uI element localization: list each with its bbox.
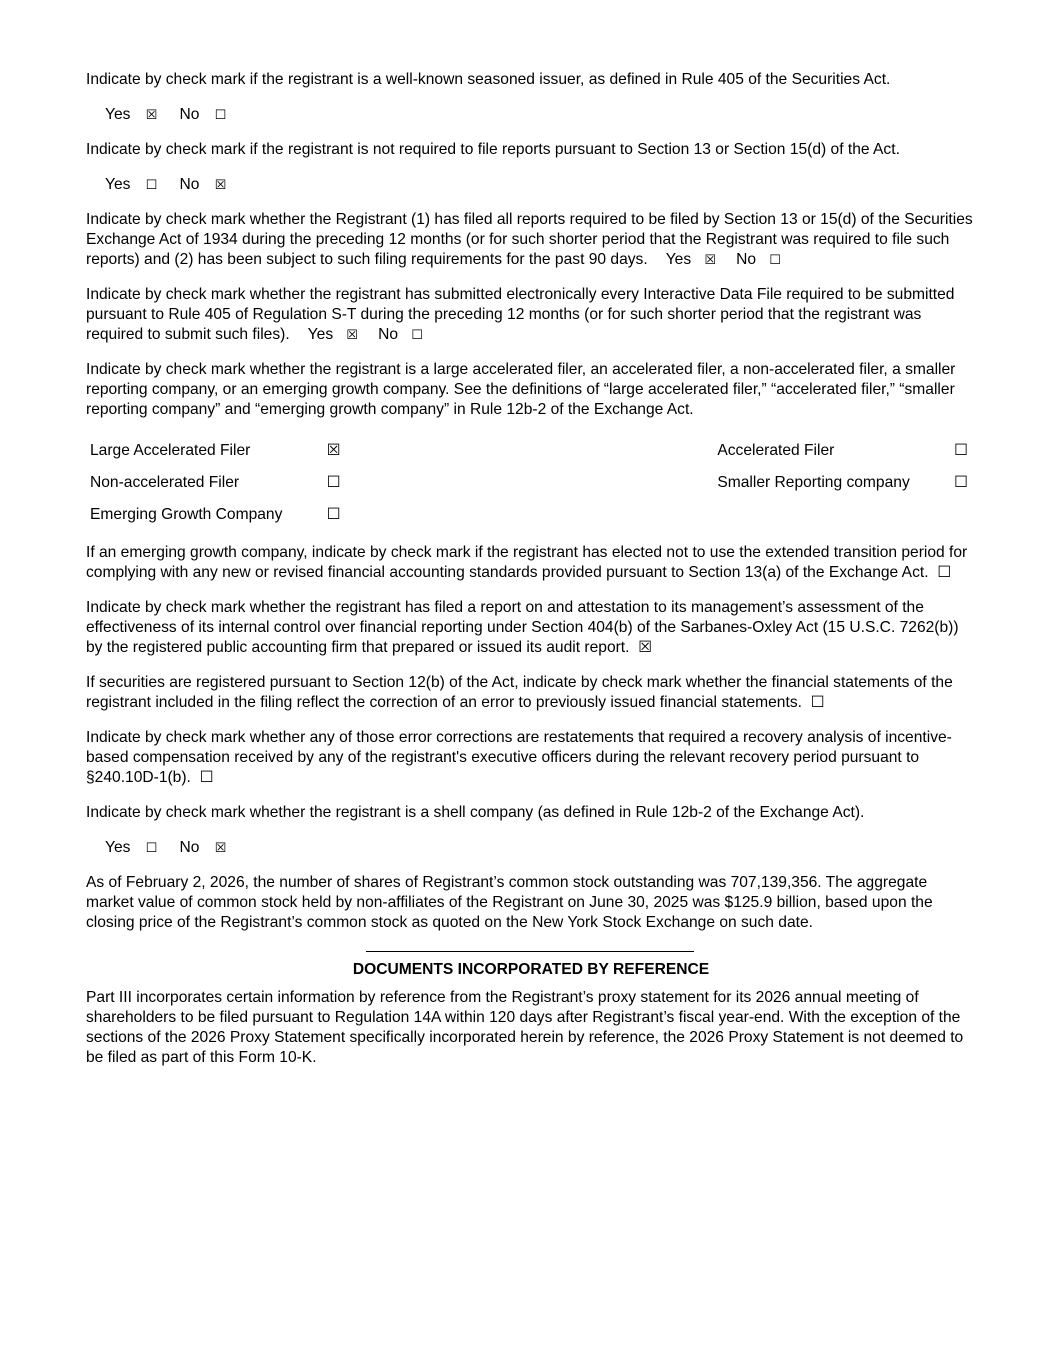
documents-incorporated-heading: DOCUMENTS INCORPORATED BY REFERENCE bbox=[352, 961, 710, 978]
interactive-data-question bbox=[86, 285, 976, 345]
interactive-data-text: Indicate by check mark whether the registrant has submitted electronically every Interactive Data File required to be submitted pursuant to Rule 405 of Regulation S-T during the preceding 12 months (or for such shorter period that the registrant was required to submit such files). bbox=[86, 286, 955, 343]
no-label: No bbox=[179, 839, 200, 856]
shell-company-answer bbox=[105, 838, 976, 858]
shell-company-question: Indicate by check mark whether the registrant is a shell company (as defined in Rule 12b-2 of the Exchange Act). bbox=[86, 804, 865, 821]
accelerated-filer-label: Accelerated Filer bbox=[717, 442, 835, 459]
recovery-analysis-text: Indicate by check mark whether any of those error corrections are restatements that required a recovery analysis of incentive-based compensation received by any of the registrant's executive officers during the relevant recovery period pursuant to §240.10D-1(b). bbox=[86, 729, 952, 786]
no-label: No bbox=[378, 326, 399, 343]
form-10k-cover-page bbox=[86, 70, 976, 1068]
error-correction-text: If securities are registered pursuant to Section 12(b) of the Act, indicate by check mark whether the financial statements of the registrant included in the filing reflect the correction of an error to previously issued financial statements. bbox=[86, 674, 953, 711]
icfr-attestation-question bbox=[86, 598, 976, 658]
table-row bbox=[86, 499, 972, 531]
filed-reports-text: Indicate by check mark whether the Registrant (1) has filed all reports required to be filed by Section 13 or 15(d) of the Securities Exchange Act of 1934 during the preceding 12 months (or for such shorter period that the Registrant was required to file such reports) and (2) has been subject to such filing requirements for the past 90 days. bbox=[86, 211, 973, 268]
smaller-reporting-company-label: Smaller Reporting company bbox=[717, 474, 910, 491]
no-label: No bbox=[179, 176, 200, 193]
section-divider bbox=[366, 951, 694, 952]
yes-label: Yes bbox=[307, 326, 334, 343]
filed-reports-yes-checkbox[interactable]: ☒ bbox=[704, 252, 716, 267]
emerging-growth-company-checkbox[interactable]: ☐ bbox=[326, 506, 341, 523]
filer-status-table bbox=[86, 435, 972, 531]
wksi-no-checkbox[interactable]: ☐ bbox=[214, 107, 227, 122]
table-row bbox=[86, 435, 972, 467]
non-accelerated-filer-checkbox[interactable]: ☐ bbox=[326, 474, 341, 491]
error-correction-question bbox=[86, 673, 976, 713]
accelerated-filer-checkbox[interactable]: ☐ bbox=[954, 442, 968, 459]
filed-reports-question bbox=[86, 210, 976, 270]
yes-label: Yes bbox=[105, 839, 131, 856]
large-accelerated-filer-label: Large Accelerated Filer bbox=[90, 442, 251, 459]
icfr-attestation-text: Indicate by check mark whether the registrant has filed a report on and attestation to its management’s assessment of the effectiveness of its internal control over financial reporting under Section 404(b) of the Sarbanes-Oxley Act (15 U.S.C. 7262(b)) by the registered public accounting firm that prepared or issued its audit report. bbox=[86, 599, 959, 656]
error-correction-checkbox[interactable]: ☐ bbox=[810, 694, 825, 711]
filer-status-question: Indicate by check mark whether the registrant is a large accelerated filer, an accelerated filer, a non-accelerated filer, a smaller reporting company, or an emerging growth company. See the definitions of “large accelerated filer,” “accelerated filer,” “smaller reporting company” and “emerging growth company” in Rule 12b-2 of the Exchange Act. bbox=[86, 361, 956, 418]
no-label: No bbox=[736, 251, 757, 268]
yes-label: Yes bbox=[105, 106, 131, 123]
not-required-no-checkbox[interactable]: ☒ bbox=[214, 177, 227, 192]
wksi-question: Indicate by check mark if the registrant is a well-known seasoned issuer, as defined in Rule 405 of the Securities Act. bbox=[86, 71, 891, 88]
interactive-data-yes-checkbox[interactable]: ☒ bbox=[346, 327, 358, 342]
wksi-yes-checkbox[interactable]: ☒ bbox=[145, 107, 158, 122]
recovery-analysis-question bbox=[86, 728, 976, 788]
non-accelerated-filer-label: Non-accelerated Filer bbox=[90, 474, 240, 491]
yes-label: Yes bbox=[665, 251, 692, 268]
documents-incorporated-paragraph: Part III incorporates certain information by reference from the Registrant’s proxy statement for its 2026 annual meeting of shareholders to be filed pursuant to Regulation 14A within 120 days after Registrant’s fiscal year-end. With the exception of the sections of the 2026 Proxy Statement specifically incorporated herein by reference, the 2026 Proxy Statement is not deemed to be filed as part of this Form 10-K. bbox=[86, 989, 964, 1066]
interactive-data-no-checkbox[interactable]: ☐ bbox=[411, 327, 423, 342]
icfr-attestation-checkbox[interactable]: ☒ bbox=[638, 639, 653, 656]
transition-period-checkbox[interactable]: ☐ bbox=[937, 564, 952, 581]
wksi-answer bbox=[105, 105, 976, 125]
recovery-analysis-checkbox[interactable]: ☐ bbox=[199, 769, 214, 786]
no-label: No bbox=[179, 106, 200, 123]
transition-period-text: If an emerging growth company, indicate by check mark if the registrant has elected not to use the extended transition period for complying with any new or revised financial accounting standards provided pursuant to Section 13(a) of the Exchange Act. bbox=[86, 544, 968, 581]
shell-company-yes-checkbox[interactable]: ☐ bbox=[145, 840, 158, 855]
not-required-question: Indicate by check mark if the registrant is not required to file reports pursuant to Section 13 or Section 15(d) of the Act. bbox=[86, 141, 900, 158]
not-required-answer bbox=[105, 175, 976, 195]
shell-company-no-checkbox[interactable]: ☒ bbox=[214, 840, 227, 855]
filed-reports-no-checkbox[interactable]: ☐ bbox=[769, 252, 781, 267]
transition-period-question bbox=[86, 543, 976, 583]
smaller-reporting-company-checkbox[interactable]: ☐ bbox=[954, 474, 968, 491]
yes-label: Yes bbox=[105, 176, 131, 193]
large-accelerated-filer-checkbox[interactable]: ☒ bbox=[326, 442, 341, 459]
not-required-yes-checkbox[interactable]: ☐ bbox=[145, 177, 158, 192]
emerging-growth-company-label: Emerging Growth Company bbox=[90, 506, 283, 523]
shares-outstanding-paragraph: As of February 2, 2026, the number of shares of Registrant’s common stock outstanding was 707,139,356. The aggregate market value of common stock held by non-affiliates of the Registrant on June 30, 2025 was $125.9 billion, based upon the closing price of the Registrant’s common stock as quoted on the New York Stock Exchange on such date. bbox=[86, 874, 933, 931]
table-row bbox=[86, 467, 972, 499]
